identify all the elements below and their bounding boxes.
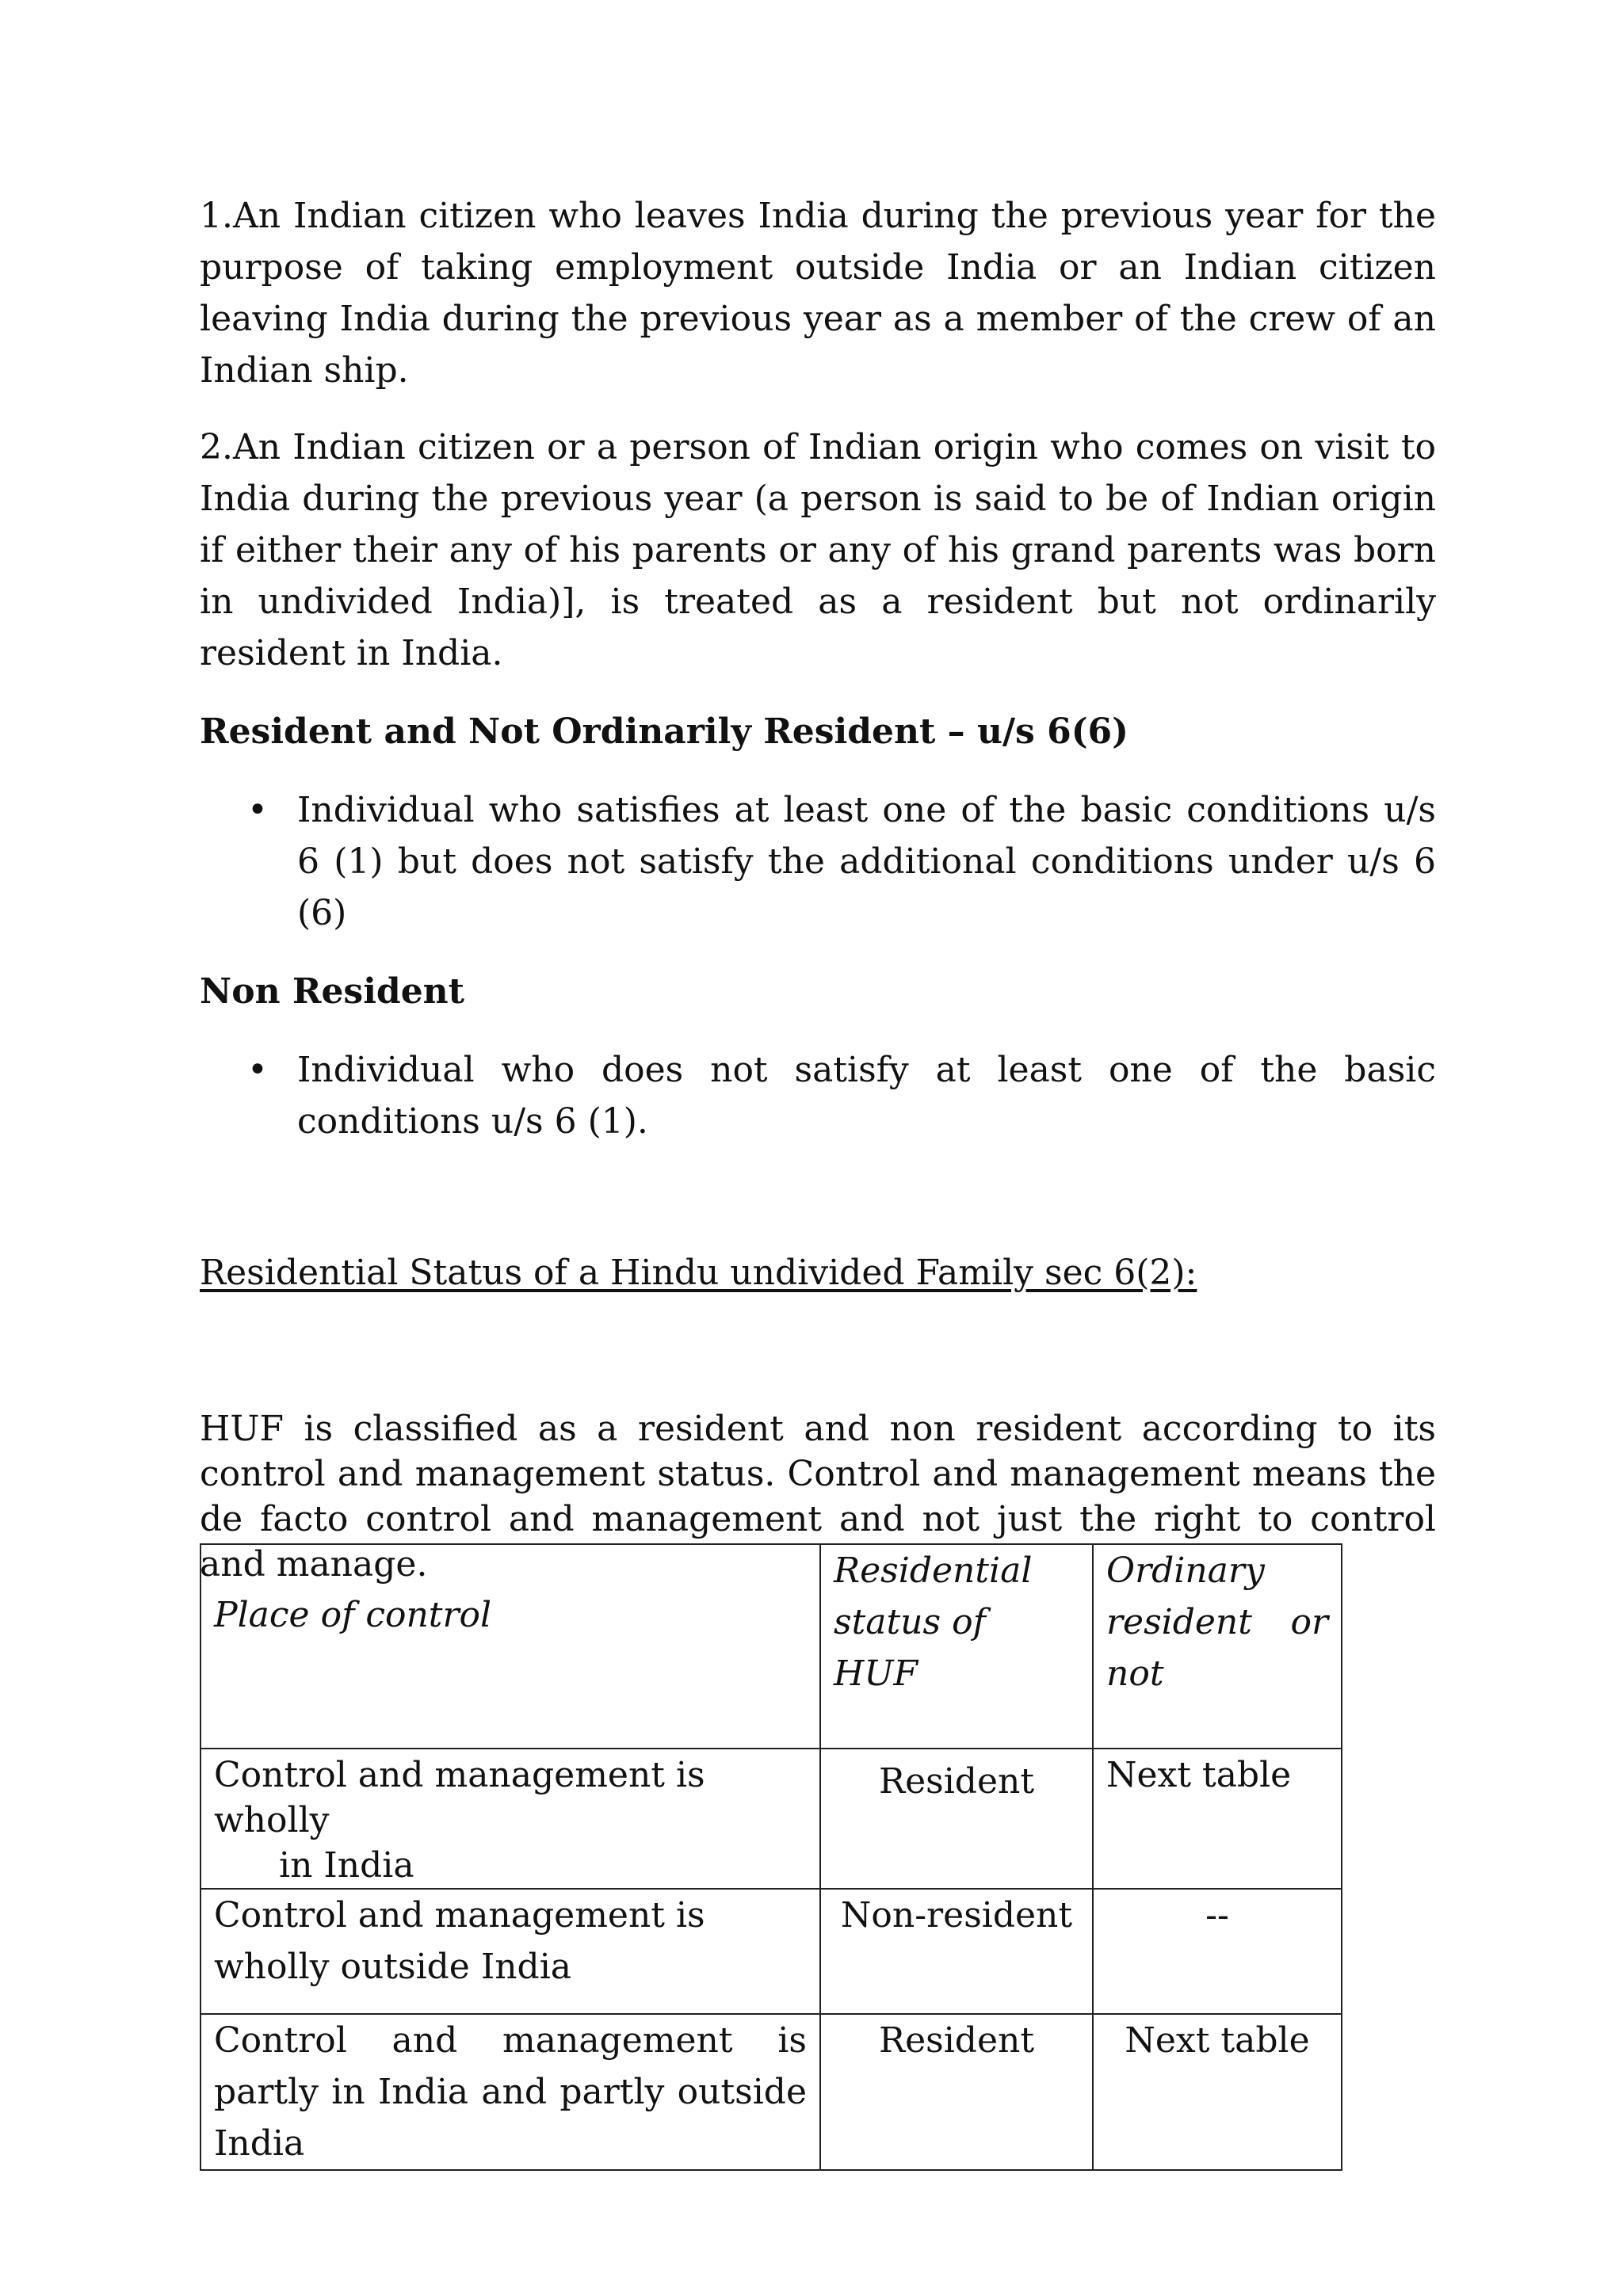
bullet-icon: • xyxy=(247,1050,268,1090)
table-cell-place-line1: Control and management is wholly xyxy=(214,1755,705,1840)
table-row xyxy=(200,2014,1342,2170)
table-cell-status xyxy=(820,2014,1093,2170)
table-header-place xyxy=(200,1544,820,1749)
table-cell-status xyxy=(820,1889,1093,2014)
table-cell-status xyxy=(820,1749,1093,1889)
table-row xyxy=(200,1749,1342,1889)
huf-residential-status-table xyxy=(200,1543,1342,2171)
non-resident-bullet-item xyxy=(200,1044,1436,1147)
heading-rnor: Resident and Not Ordinarily Resident – u/s 6(6) xyxy=(200,711,1128,752)
table-cell-status-text: Non-resident xyxy=(840,1895,1073,1936)
table-cell-status-text: Resident xyxy=(878,2020,1035,2061)
non-resident-bullet-list xyxy=(200,1044,1436,1147)
table-header-place-text: Place of control xyxy=(214,1595,492,1635)
table-cell-ordinary-text: Next table xyxy=(1106,1755,1292,1795)
table-cell-place-text: Control and management is partly in India and partly outside India xyxy=(214,2020,807,2164)
table-header-ordinary xyxy=(1093,1544,1342,1749)
rnor-bullet-list xyxy=(200,784,1436,939)
paragraph-indian-origin-visit: 2.An Indian citizen or a person of Indian origin who comes on visit to India during the previous year (a person is said to be of Indian origin if either their any of his parents or any of his grand parents was born in undivided India)], is treated as a resident but not ordinarily resident in India. xyxy=(200,427,1436,673)
table-cell-status-text: Resident xyxy=(878,1761,1035,1802)
table-cell-ordinary xyxy=(1093,1889,1342,2014)
non-resident-bullet-text: Individual who does not satisfy at least one of the basic conditions u/s 6 (1). xyxy=(297,1050,1436,1142)
rnor-bullet-item xyxy=(200,784,1436,939)
table-header-status xyxy=(820,1544,1093,1749)
paragraph-indian-citizen-leaving: 1.An Indian citizen who leaves India during the previous year for the purpose of taking employment outside India or an Indian citizen leaving India during the previous year as a member of the crew of an Indian ship. xyxy=(200,196,1436,391)
table-header-ordinary-text: Ordinary resident or not xyxy=(1106,1550,1328,1694)
table-cell-ordinary xyxy=(1093,2014,1342,2170)
table-row xyxy=(200,1889,1342,2014)
heading-non-resident: Non Resident xyxy=(200,971,464,1012)
table-cell-place xyxy=(200,1889,820,2014)
table-header-row xyxy=(200,1544,1342,1749)
table-header-status-text: Residential status of HUF xyxy=(834,1550,1033,1694)
paragraph-huf-classification: HUF is classified as a resident and non resident according to its control and management status. Control and management means the de facto control and management and not just the right to control and manage. xyxy=(200,1409,1436,1585)
rnor-bullet-text: Individual who satisfies at least one of the basic conditions u/s 6 (1) but does not satisfy the additional conditions under u/s 6 (6) xyxy=(297,790,1436,933)
document-body xyxy=(200,190,1436,1587)
bullet-icon: • xyxy=(247,790,268,830)
table-cell-ordinary-text: -- xyxy=(1205,1895,1229,1936)
table-cell-place-line2: in India xyxy=(279,1845,414,1886)
table-cell-place xyxy=(200,1749,820,1889)
table-cell-ordinary-text: Next table xyxy=(1125,2020,1310,2061)
table-cell-ordinary xyxy=(1093,1749,1342,1889)
table-cell-place-text: Control and management is wholly outside India xyxy=(214,1895,705,1987)
table-cell-place xyxy=(200,2014,820,2170)
heading-huf-residential-status: Residential Status of a Hindu undivided Family sec 6(2): xyxy=(200,1253,1197,1293)
